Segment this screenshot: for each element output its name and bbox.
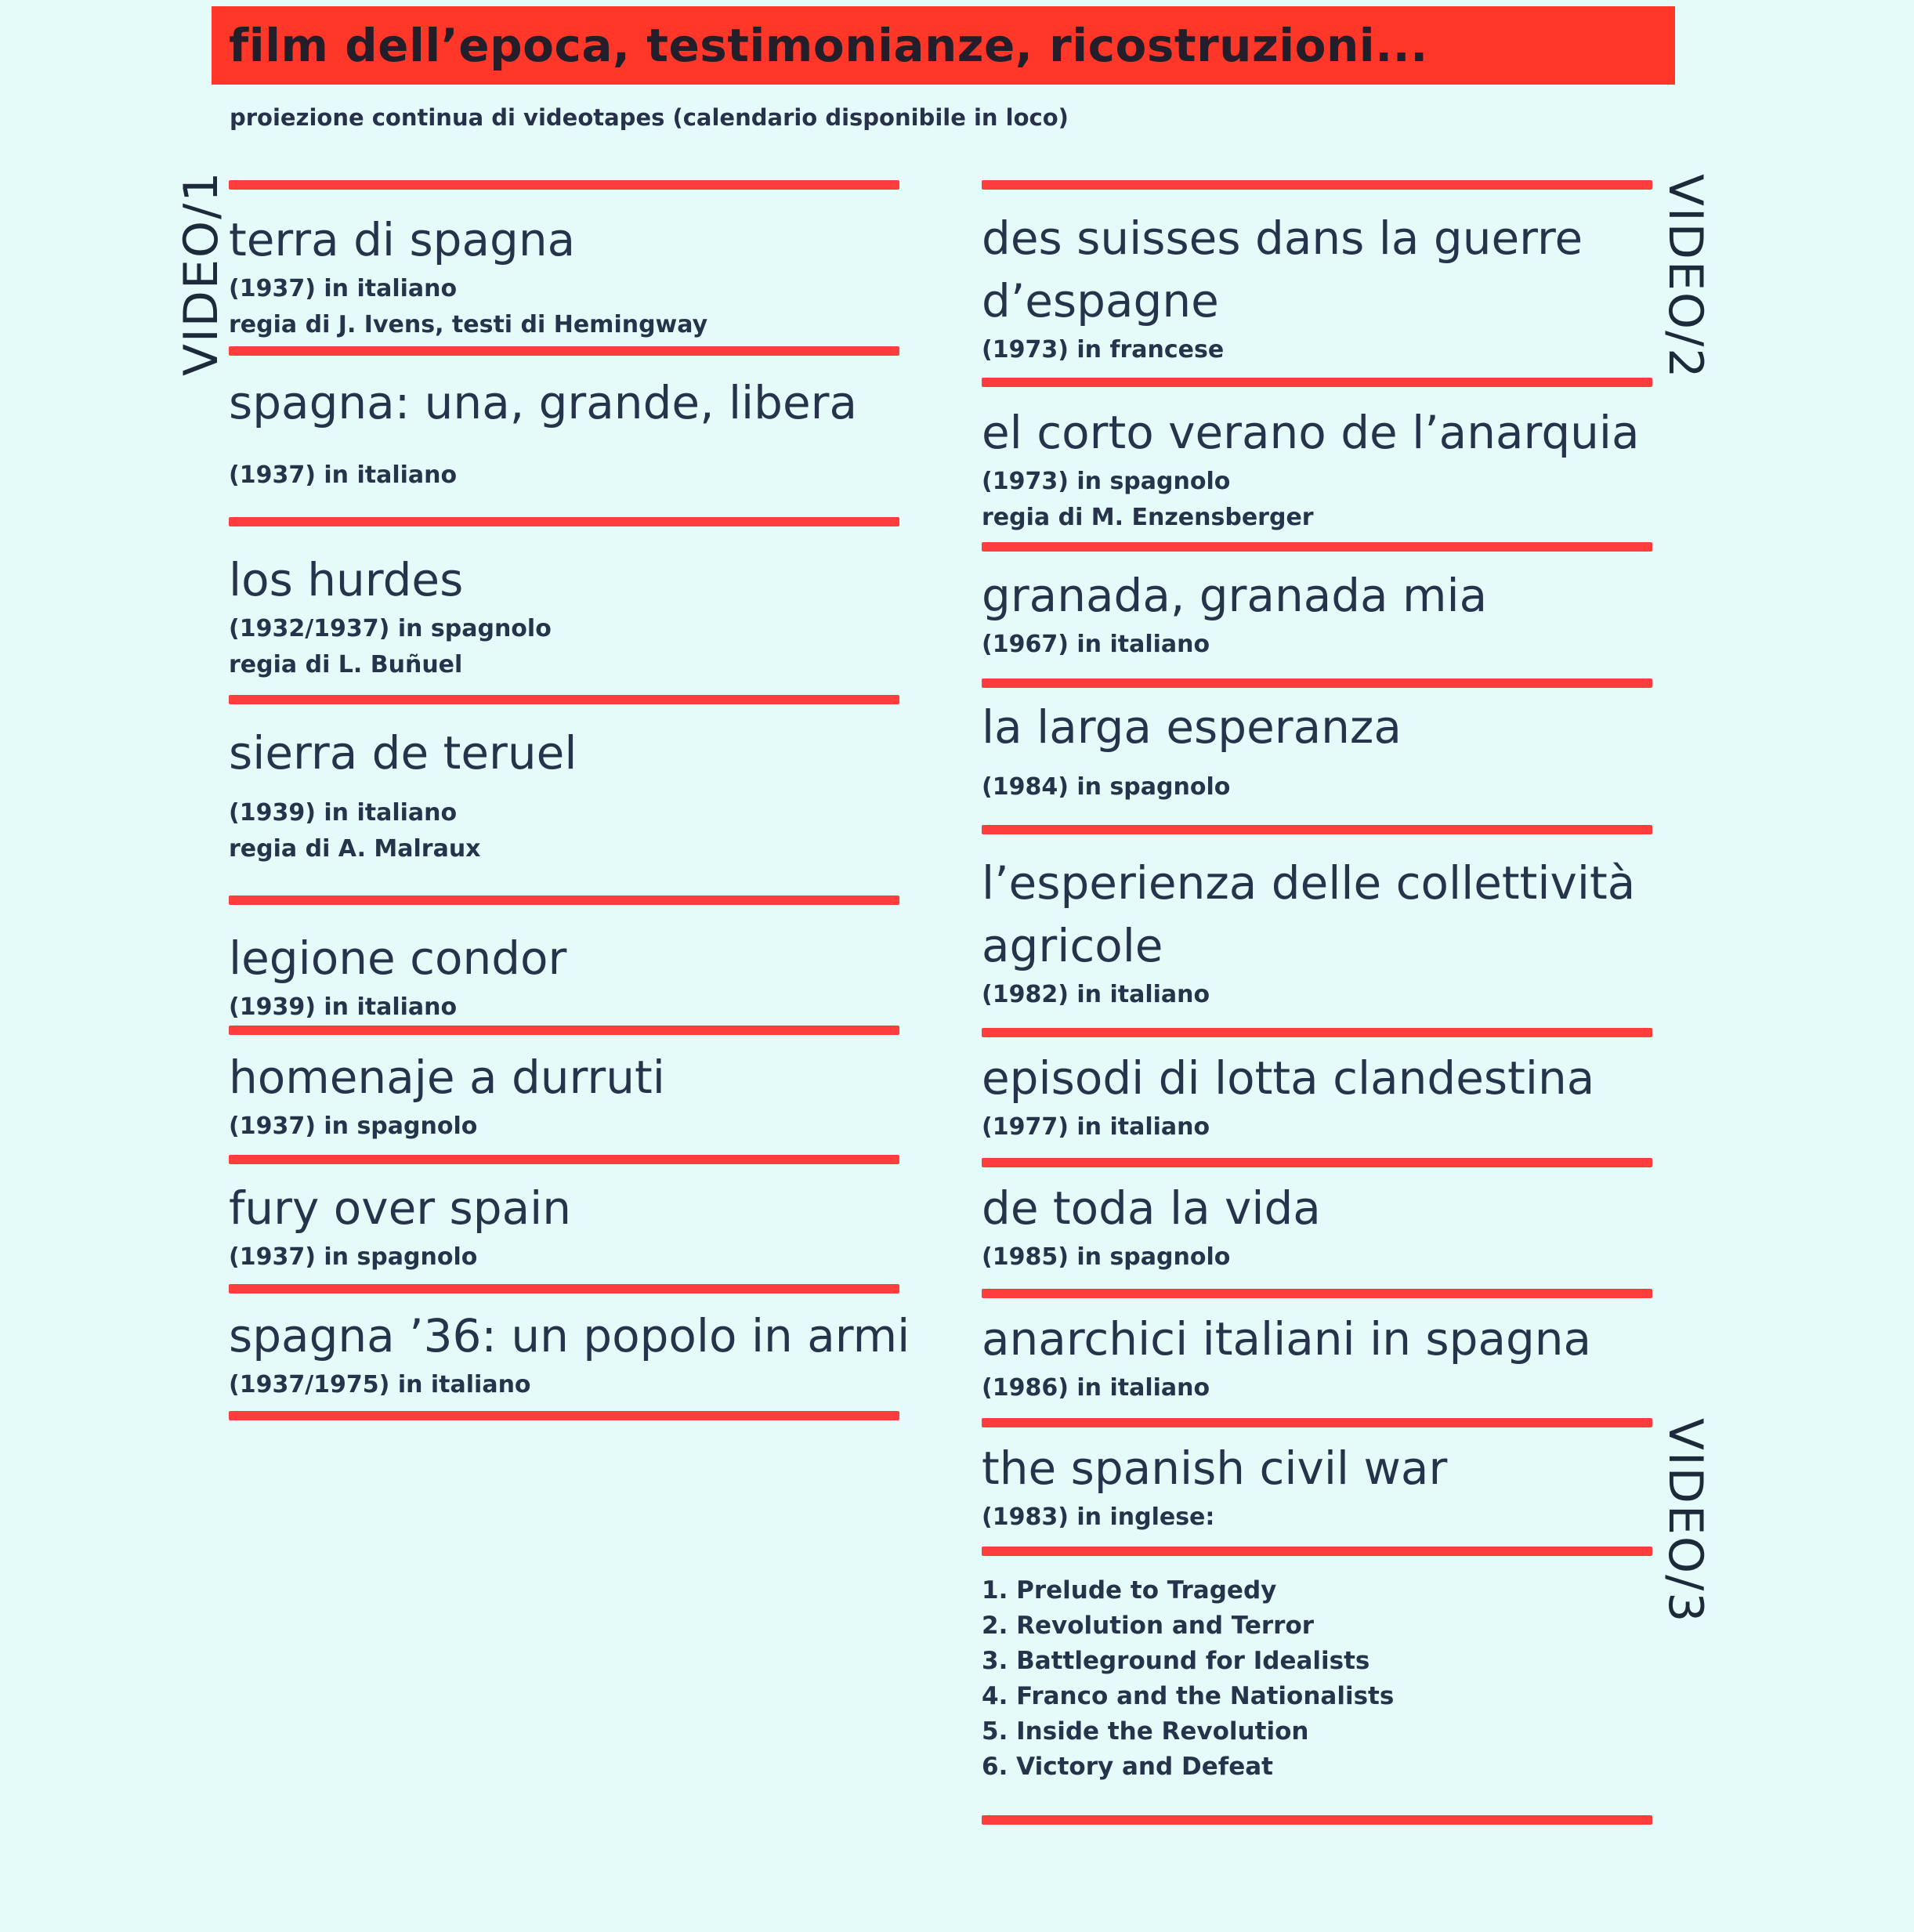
- film-title: el corto verano de l’anarquia: [982, 406, 1640, 459]
- episode-item: 3. Battleground for Idealists: [982, 1647, 1370, 1675]
- film-info: (1937/1975) in italiano: [229, 1371, 531, 1398]
- film-info: (1973) in spagnolo: [982, 468, 1231, 495]
- video3-label: VIDEO/3: [1658, 1418, 1713, 1624]
- video2-label: VIDEO/2: [1658, 174, 1713, 380]
- film-entry: [982, 1167, 1652, 1289]
- film-title: granada, granada mia: [982, 569, 1488, 622]
- divider: [982, 678, 1652, 688]
- divider: [982, 1547, 1652, 1556]
- film-entry: [982, 834, 1652, 1028]
- film-info: (1986) in italiano: [982, 1374, 1210, 1402]
- film-entry: [982, 1298, 1652, 1418]
- divider: [982, 378, 1652, 387]
- film-title-line2: agricole: [982, 919, 1163, 972]
- film-entry: [229, 704, 899, 895]
- film-credits: regia di M. Enzensberger: [982, 504, 1314, 531]
- episode-list-block: [982, 1556, 1652, 1815]
- film-info: (1967) in italiano: [982, 631, 1210, 658]
- film-title: sierra de teruel: [229, 726, 577, 780]
- film-title: legione condor: [229, 932, 567, 985]
- divider: [229, 1411, 899, 1420]
- film-title: los hurdes: [229, 553, 464, 606]
- film-info: (1937) in spagnolo: [229, 1113, 478, 1140]
- film-entry: [229, 526, 899, 695]
- film-info: (1937) in spagnolo: [229, 1243, 478, 1271]
- episode-item: 2. Revolution and Terror: [982, 1612, 1315, 1640]
- subtitle: proiezione continua di videotapes (calendario disponibile in loco): [230, 104, 1069, 131]
- divider: [229, 1155, 899, 1164]
- film-title: spagna: una, grande, libera: [229, 376, 858, 429]
- video1-list: [229, 180, 910, 1420]
- film-title: anarchici italiani in spagna: [982, 1312, 1592, 1366]
- divider: [982, 1028, 1652, 1037]
- divider: [982, 542, 1652, 552]
- divider: [982, 1289, 1652, 1298]
- film-entry: [982, 552, 1652, 678]
- divider: [229, 517, 899, 526]
- film-title: the spanish civil war: [982, 1442, 1448, 1495]
- film-entry: [982, 190, 1652, 378]
- film-entry: [229, 905, 899, 1026]
- film-title: de toda la vida: [982, 1181, 1321, 1235]
- film-info: (1982) in italiano: [982, 981, 1210, 1008]
- film-title: homenaje a durruti: [229, 1051, 665, 1104]
- banner-title: film dell’epoca, testimonianze, ricostruzioni...: [229, 19, 1428, 72]
- film-title: l’esperienza delle collettività: [982, 856, 1636, 910]
- video1-label: VIDEO/1: [174, 170, 229, 376]
- film-info: (1932/1937) in spagnolo: [229, 615, 552, 642]
- episode-item: 1. Prelude to Tragedy: [982, 1576, 1277, 1605]
- film-entry: [229, 1035, 899, 1155]
- divider: [982, 1815, 1652, 1825]
- film-entry: [229, 1164, 899, 1284]
- film-title: fury over spain: [229, 1181, 572, 1235]
- film-title: des suisses dans la guerre: [982, 212, 1583, 265]
- video2-list: [982, 180, 1652, 1825]
- header-banner: [212, 6, 1675, 85]
- film-entry: [229, 1293, 910, 1411]
- film-info: (1937) in italiano: [229, 275, 458, 302]
- episode-item: 5. Inside the Revolution: [982, 1717, 1309, 1746]
- film-credits: regia di L. Buñuel: [229, 651, 463, 678]
- film-info: (1983) in inglese:: [982, 1503, 1215, 1531]
- film-title: terra di spagna: [229, 213, 576, 266]
- film-title-line2: d’espagne: [982, 274, 1219, 327]
- film-info: (1973) in francese: [982, 336, 1225, 364]
- divider: [229, 180, 899, 190]
- divider: [229, 895, 899, 905]
- divider: [982, 1158, 1652, 1167]
- divider: [982, 1418, 1652, 1427]
- divider: [229, 1026, 899, 1035]
- film-title: spagna ’36: un popolo in armi: [229, 1309, 910, 1362]
- film-info: (1984) in spagnolo: [982, 773, 1231, 801]
- film-entry: [982, 387, 1652, 542]
- divider: [982, 825, 1652, 834]
- film-entry: [982, 1037, 1652, 1158]
- film-entry: [982, 688, 1652, 825]
- film-info: (1939) in italiano: [229, 993, 458, 1021]
- film-title: la larga esperanza: [982, 700, 1402, 754]
- divider: [229, 346, 899, 356]
- divider: [229, 695, 899, 704]
- film-title: episodi di lotta clandestina: [982, 1051, 1595, 1105]
- film-entry: [229, 356, 899, 517]
- film-info: (1985) in spagnolo: [982, 1243, 1231, 1271]
- film-credits: regia di J. Ivens, testi di Hemingway: [229, 311, 708, 338]
- film-credits: regia di A. Malraux: [229, 835, 481, 863]
- episode-item: 6. Victory and Defeat: [982, 1753, 1273, 1781]
- film-info: (1977) in italiano: [982, 1113, 1210, 1141]
- divider: [229, 1284, 899, 1293]
- film-info: (1939) in italiano: [229, 799, 458, 827]
- film-entry: [982, 1427, 1652, 1547]
- episode-list: [982, 1556, 1652, 1785]
- divider: [982, 180, 1652, 190]
- film-entry: [229, 190, 899, 346]
- film-info: (1937) in italiano: [229, 461, 458, 489]
- episode-item: 4. Franco and the Nationalists: [982, 1682, 1395, 1710]
